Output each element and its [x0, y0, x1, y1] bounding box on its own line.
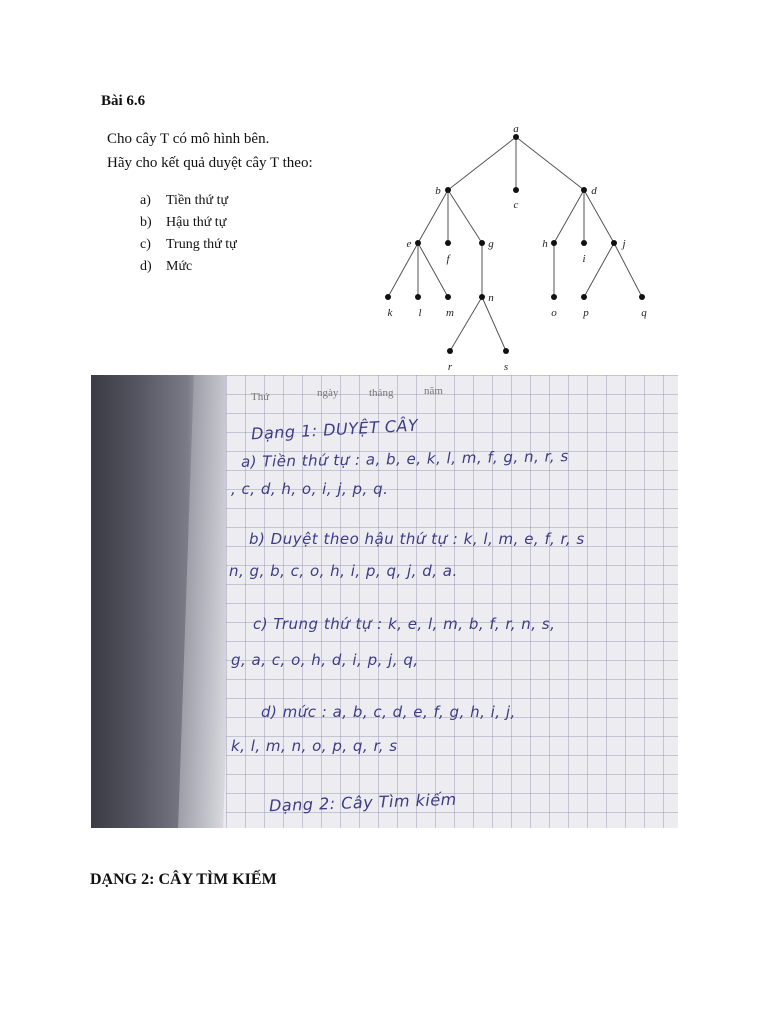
task-label: Mức — [166, 259, 193, 274]
tree-node-q — [639, 294, 645, 300]
tree-edge-n-r — [450, 297, 482, 351]
tree-node-e — [415, 240, 421, 246]
handwritten-line: b) Duyệt theo hậu thứ tự : k, l, m, e, f, r, s — [249, 530, 585, 548]
tree-node-j — [611, 240, 617, 246]
tree-edge-a-d — [516, 137, 584, 190]
tree-edge-d-h — [554, 190, 584, 243]
tree-node-label: n — [488, 292, 494, 304]
handwritten-line: Dạng 2: Cây Tìm kiếm — [268, 789, 458, 816]
task-item — [140, 190, 237, 212]
handwritten-line: , c, d, h, o, i, j, p, q. — [231, 480, 389, 498]
tree-node-label: i — [582, 253, 586, 265]
tree-diagram — [370, 115, 670, 375]
tree-edge-n-s — [482, 297, 506, 351]
header-thu: Thứ — [251, 391, 270, 403]
tree-node-label: c — [513, 199, 519, 211]
tree-node-label: l — [418, 307, 422, 319]
tree-node-h — [551, 240, 557, 246]
task-marker: d) — [140, 259, 152, 274]
handwritten-line: c) Trung thứ tự : k, e, l, m, b, f, r, n, s, — [253, 615, 556, 633]
tree-node-label: m — [446, 307, 454, 319]
tree-node-f — [445, 240, 451, 246]
handwritten-title: Dạng 1: DUYỆT CÂY — [250, 415, 419, 444]
task-item — [140, 234, 237, 256]
tree-edge-b-g — [448, 190, 482, 243]
tree-edge-e-k — [388, 243, 418, 297]
tree-node-l — [415, 294, 421, 300]
tree-node-label: o — [551, 307, 557, 319]
tree-node-p — [581, 294, 587, 300]
tree-node-d — [581, 187, 587, 193]
tree-edge-d-j — [584, 190, 614, 243]
tree-node-i — [581, 240, 587, 246]
tree-node-n — [479, 294, 485, 300]
tree-node-label: a — [513, 123, 519, 135]
tree-edge-a-b — [448, 137, 516, 190]
task-label: Trung thứ tự — [166, 237, 237, 252]
notebook-page — [226, 375, 678, 828]
tree-node-label: e — [406, 238, 412, 250]
tree-node-c — [513, 187, 519, 193]
intro-line-2: Hãy cho kết quả duyệt cây T theo: — [107, 155, 313, 171]
task-item — [140, 212, 237, 234]
handwritten-line: k, l, m, n, o, p, q, r, s — [231, 737, 398, 755]
tree-node-s — [503, 348, 509, 354]
tree-node-o — [551, 294, 557, 300]
tree-edge-j-q — [614, 243, 642, 297]
task-label: Hậu thứ tự — [166, 215, 227, 230]
handwritten-line: n, g, b, c, o, h, i, p, q, j, d, a. — [229, 562, 458, 580]
header-thang: tháng — [369, 387, 394, 399]
tree-node-label: j — [622, 238, 626, 250]
tree-node-b — [445, 187, 451, 193]
tree-node-r — [447, 348, 453, 354]
tree-edge-j-p — [584, 243, 614, 297]
handwritten-line: a) Tiền thứ tự : a, b, e, k, l, m, f, g, n, r, s — [240, 447, 569, 471]
tree-node-label: d — [591, 185, 597, 197]
header-ngay: ngày — [317, 387, 339, 399]
tree-node-label: b — [435, 185, 441, 197]
task-label: Tiền thứ tự — [166, 193, 229, 208]
handwritten-line: d) mức : a, b, c, d, e, f, g, h, i, j, — [261, 703, 516, 721]
intro-line-1: Cho cây T có mô hình bên. — [107, 131, 270, 147]
tree-node-label: r — [447, 361, 453, 373]
task-marker: a) — [140, 193, 151, 208]
exercise-intro — [107, 127, 313, 175]
handwritten-line: g, a, c, o, h, d, i, p, j, q, — [231, 651, 419, 669]
tree-node-k — [385, 294, 391, 300]
tree-node-m — [445, 294, 451, 300]
section-heading: DẠNG 2: CÂY TÌM KIẾM — [90, 871, 277, 888]
task-marker: c) — [140, 237, 151, 252]
task-item — [140, 256, 237, 278]
task-marker: b) — [140, 215, 152, 230]
header-nam: năm — [424, 385, 443, 397]
tree-node-label: s — [503, 361, 509, 373]
exercise-title: Bài 6.6 — [101, 93, 146, 109]
tree-node-label: h — [542, 238, 548, 250]
tree-node-label: p — [583, 307, 589, 319]
tree-edge-e-m — [418, 243, 448, 297]
tree-node-label: k — [387, 307, 393, 319]
tree-edge-b-e — [418, 190, 448, 243]
task-list — [140, 190, 237, 278]
tree-node-label: q — [641, 307, 647, 319]
notebook-photo — [91, 375, 678, 828]
tree-node-label: f — [446, 253, 450, 265]
tree-node-g — [479, 240, 485, 246]
tree-node-label: g — [488, 238, 494, 250]
